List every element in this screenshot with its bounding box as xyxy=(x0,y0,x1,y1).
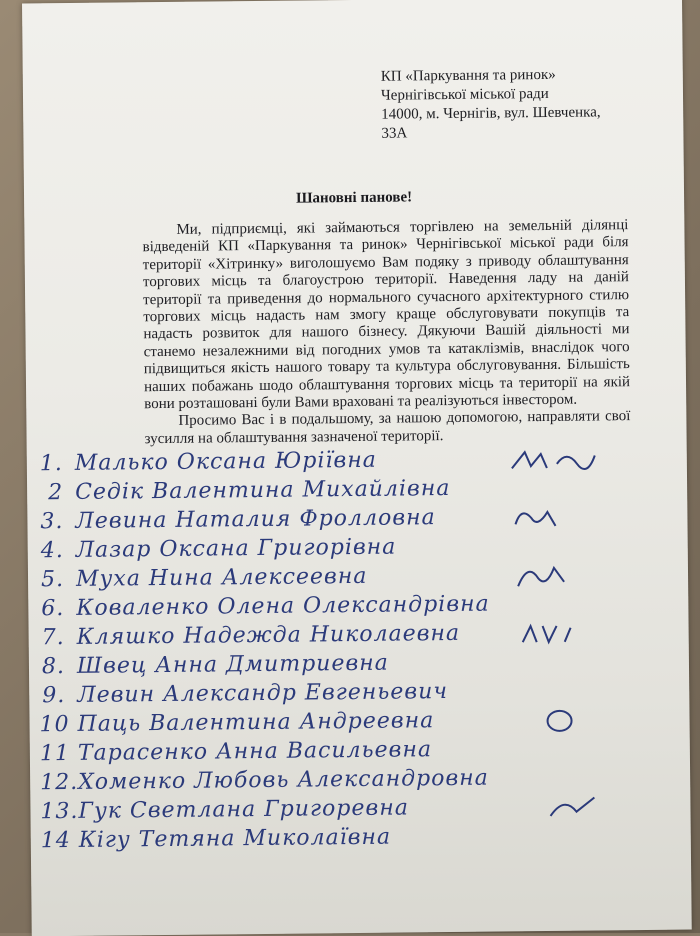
body-paragraph: Просимо Вас і в подальшому, за нашою допомогою, направляти свої зусилля на облаштування зазначеної території. xyxy=(144,408,631,448)
signatory-name: Гук Светлана Григоревна xyxy=(78,795,410,824)
signature-number: 13. xyxy=(40,798,79,825)
signatory-name: Коваленко Олена Олександрівна xyxy=(76,591,490,621)
recipient-line: 14000, м. Чернігів, вул. Шевченка, xyxy=(381,104,601,123)
signatory-name: Кляшко Надежда Николаевна xyxy=(76,620,461,650)
signatory-name: Малько Оксана Юріївна xyxy=(74,447,377,476)
handwritten-signature xyxy=(509,706,599,735)
signatory-name: Муха Нина Алексеевна xyxy=(75,563,368,592)
signature-number: 1. xyxy=(39,451,63,477)
signatory-name: Хоменко Любовь Александровна xyxy=(78,765,489,795)
body-paragraph: Ми, підприємці, які займаються торгівлею на земельній ділянці відведеній КП «Паркування та ринок» Чернігівської міської ради біля території «Хітринку» виголошуємо Вам подяку з приводу облаштування торгових місць та благоустрою території. Наведення ладу на даній території та приведення до нормального сучасного архітектурного стилю торгових місць надасть нам змогу краще обслуговувати покупців та надасть розвиток для нашого бізнесу. Дякуючи Вашій діяльності ми станемо незалежними від погодних умов та катаклізмів, внаслідок чого підвищиться якість нашого товару та культура обслуговування. Більшість наших побажань шодо облаштування торгових місць та території на якій вони розташовані були Вами враховані та реалізуються інвестором. xyxy=(142,217,631,413)
signatory-name: Левина Наталия Фролловна xyxy=(75,505,436,534)
signatory-name: Паць Валентина Андреевна xyxy=(77,708,435,737)
signature-row xyxy=(41,822,681,858)
handwritten-signature xyxy=(508,561,598,590)
recipient-line: 33А xyxy=(381,125,408,142)
signature-number: 4. xyxy=(40,538,64,564)
signatory-name: Седік Валентина Михайлівна xyxy=(75,475,451,505)
signature-number: 2 xyxy=(48,480,64,506)
handwritten-signature xyxy=(510,793,600,822)
handwritten-signature xyxy=(507,445,597,474)
signature-number: 12. xyxy=(40,769,79,796)
letter-salutation: Шановні панове! xyxy=(295,189,413,207)
handwritten-signature xyxy=(507,503,597,532)
signatory-name: Лазар Оксана Григорівна xyxy=(75,534,397,563)
signature-list xyxy=(37,445,681,858)
signature-number: 5. xyxy=(40,567,65,593)
signature-number: 3. xyxy=(40,509,64,535)
signature-number: 10 xyxy=(39,711,70,738)
signature-number: 9. xyxy=(42,683,66,709)
signature-number: 8. xyxy=(41,654,66,680)
signatory-name: Левин Александр Евгеньевич xyxy=(77,679,449,708)
signatory-name: Кігу Тетяна Миколаївна xyxy=(78,824,392,853)
signatory-name: Тарасенко Анна Васильевна xyxy=(77,737,433,766)
letter-body xyxy=(142,217,630,448)
signatory-name: Швец Анна Дмитриевна xyxy=(76,650,389,679)
signature-number: 6. xyxy=(41,596,65,622)
signature-number: 14 xyxy=(40,827,71,854)
handwritten-signature xyxy=(509,619,599,648)
bleed-through-marks: ​ xyxy=(670,6,671,44)
recipient-line: Чернігівської міської ради xyxy=(380,85,549,104)
recipient-address xyxy=(381,65,682,144)
recipient-line: КП «Паркування та ринок» xyxy=(380,66,556,85)
letter-page xyxy=(22,0,692,936)
signature-number: 11 xyxy=(39,740,71,767)
signature-number: 7. xyxy=(41,625,65,651)
